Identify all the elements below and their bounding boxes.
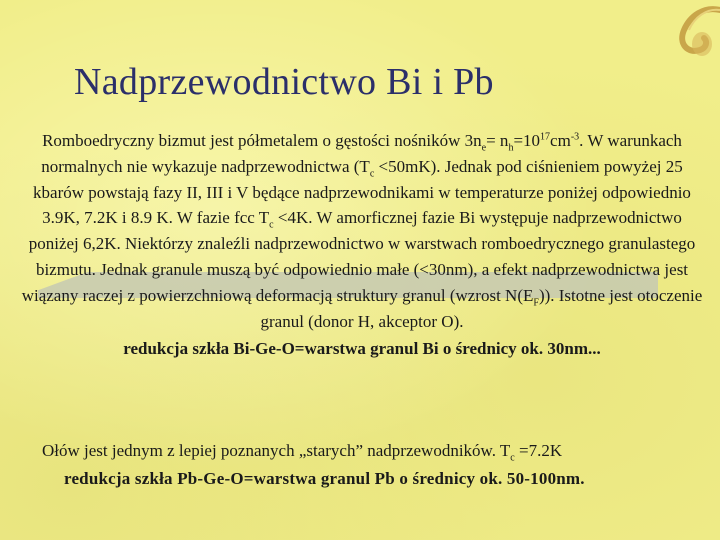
lead-paragraph — [42, 438, 702, 492]
horn-icon — [640, 0, 720, 62]
slide-title: Nadprzewodnictwo Bi i Pb — [74, 61, 494, 103]
bismuth-paragraph — [20, 128, 704, 362]
lead-reduction-line: redukcja szkła Pb-Ge-O=warstwa granul Pb o średnicy ok. 50-100nm. — [64, 469, 585, 488]
lead-text: Ołów jest jednym z lepiej poznanych „starych” nadprzewodników. $T_c =7.2K$ — [42, 441, 563, 464]
bismuth-reduction-line: redukcja szkła Bi-Ge-O=warstwa granul Bi o średnicy ok. 30nm... — [123, 339, 601, 359]
bismuth-text: Romboedryczny bizmut jest półmetalem o gęstości nośników $3n_e= n_h=10^{17}cm^{-3}$. W warunkach normalnych nie wykazuje nadprzewodnictwa $(T_c <50mK)$. Jednak pod ciśnieniem powyżej 25 kbarów powstają fazy II, III i V będące nadprzewodnikami w temperaturze poniżej odpowiednio 3.9K, 7.2K i 8.9 K. W fazie fcc $T_c <4K$. W amorficznej fazie Bi występuje nadprzewodnictwo poniżej 6,2K. Niektórzy znaleźli nadprzewodnictwo w warstwach romboedrycznego granulastego bizmutu. Jednak granule muszą być odpowiednio małe (<30nm), a efekt nadprzewodnictwa jest wiązany raczej z powierzchniową deformacją struktury granul (wzrost $N(E_F)$). Istotne jest otoczenie granul (donor H, akceptor O). — [21, 131, 703, 331]
